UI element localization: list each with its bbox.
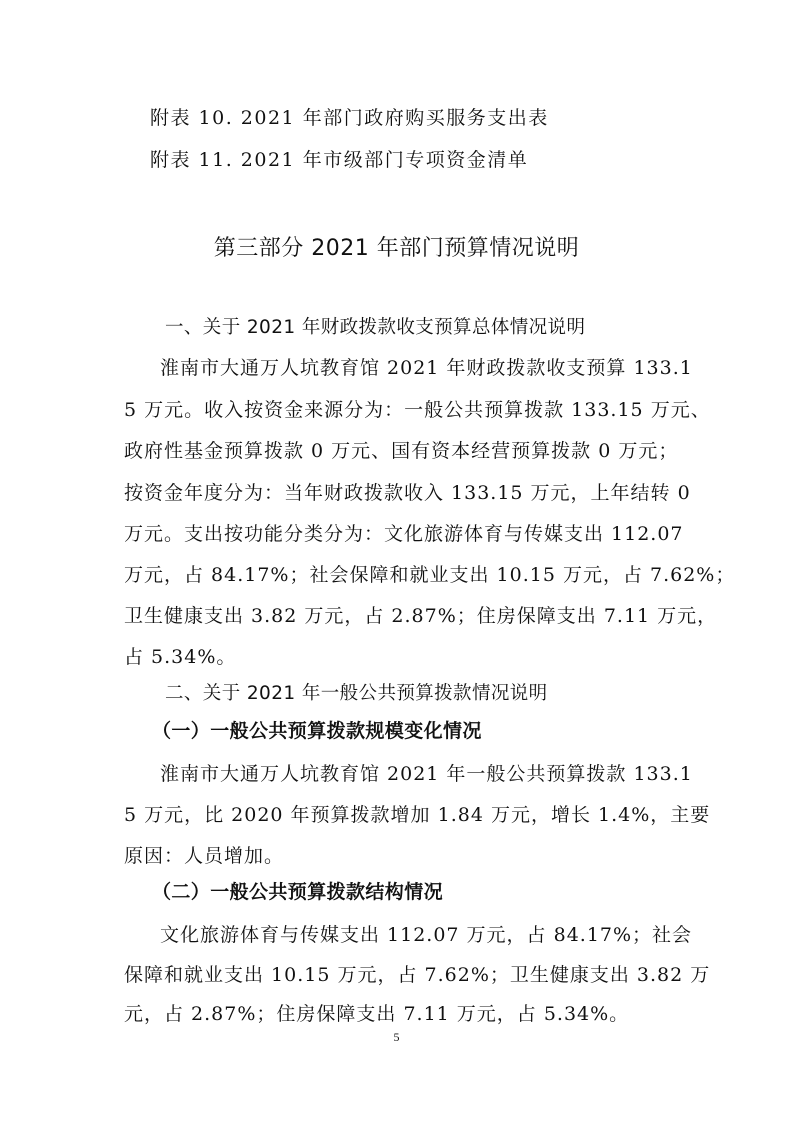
section-one-paragraph-line: 按资金年度分为：当年财政拨款收入 133.15 万元，上年结转 0 (124, 482, 691, 504)
subsection-two-heading: （二）一般公共预算拨款结构情况 (152, 881, 444, 903)
appendix-item-10: 附表 10. 2021 年部门政府购买服务支出表 (150, 107, 549, 129)
subsection-two-paragraph-line: 元，占 2.87%；住房保障支出 7.11 万元，占 5.34%。 (124, 1003, 630, 1025)
part-three-title: 第三部分 2021 年部门预算情况说明 (213, 236, 580, 261)
subsection-one-paragraph-line: 原因：人员增加。 (124, 845, 285, 867)
section-one-paragraph-line: 占 5.34%。 (124, 646, 237, 668)
section-one-paragraph-line: 政府性基金预算拨款 0 万元、国有资本经营预算拨款 0 万元； (124, 440, 679, 462)
subsection-one-paragraph-line: 5 万元，比 2020 年预算拨款增加 1.84 万元，增长 1.4%，主要 (124, 804, 711, 826)
section-one-heading: 一、关于 2021 年财政拨款收支预算总体情况说明 (165, 317, 586, 338)
section-one-paragraph-line: 5 万元。收入按资金来源分为：一般公共预算拨款 133.15 万元、 (124, 399, 711, 421)
appendix-item-11: 附表 11. 2021 年市级部门专项资金清单 (150, 149, 529, 171)
subsection-two-paragraph-line: 保障和就业支出 10.15 万元，占 7.62%；卫生健康支出 3.82 万 (124, 964, 711, 986)
page-number: 5 (393, 1030, 400, 1044)
section-one-paragraph-line: 淮南市大通万人坑教育馆 2021 年财政拨款收支预算 133.1 (160, 357, 693, 379)
subsection-one-heading: （一）一般公共预算拨款规模变化情况 (152, 720, 482, 742)
section-one-paragraph-line: 万元，占 84.17%；社会保障和就业支出 10.15 万元，占 7.62%； (124, 564, 736, 586)
section-two-heading: 二、关于 2021 年一般公共预算拨款情况说明 (165, 683, 548, 704)
subsection-two-paragraph-line: 文化旅游体育与传媒支出 112.07 万元，占 84.17%；社会 (160, 924, 693, 946)
section-one-paragraph-line: 卫生健康支出 3.82 万元，占 2.87%；住房保障支出 7.11 万元， (124, 605, 718, 627)
subsection-one-paragraph-line: 淮南市大通万人坑教育馆 2021 年一般公共预算拨款 133.1 (160, 763, 693, 785)
section-one-paragraph-line: 万元。支出按功能分类分为：文化旅游体育与传媒支出 112.07 (124, 523, 684, 545)
